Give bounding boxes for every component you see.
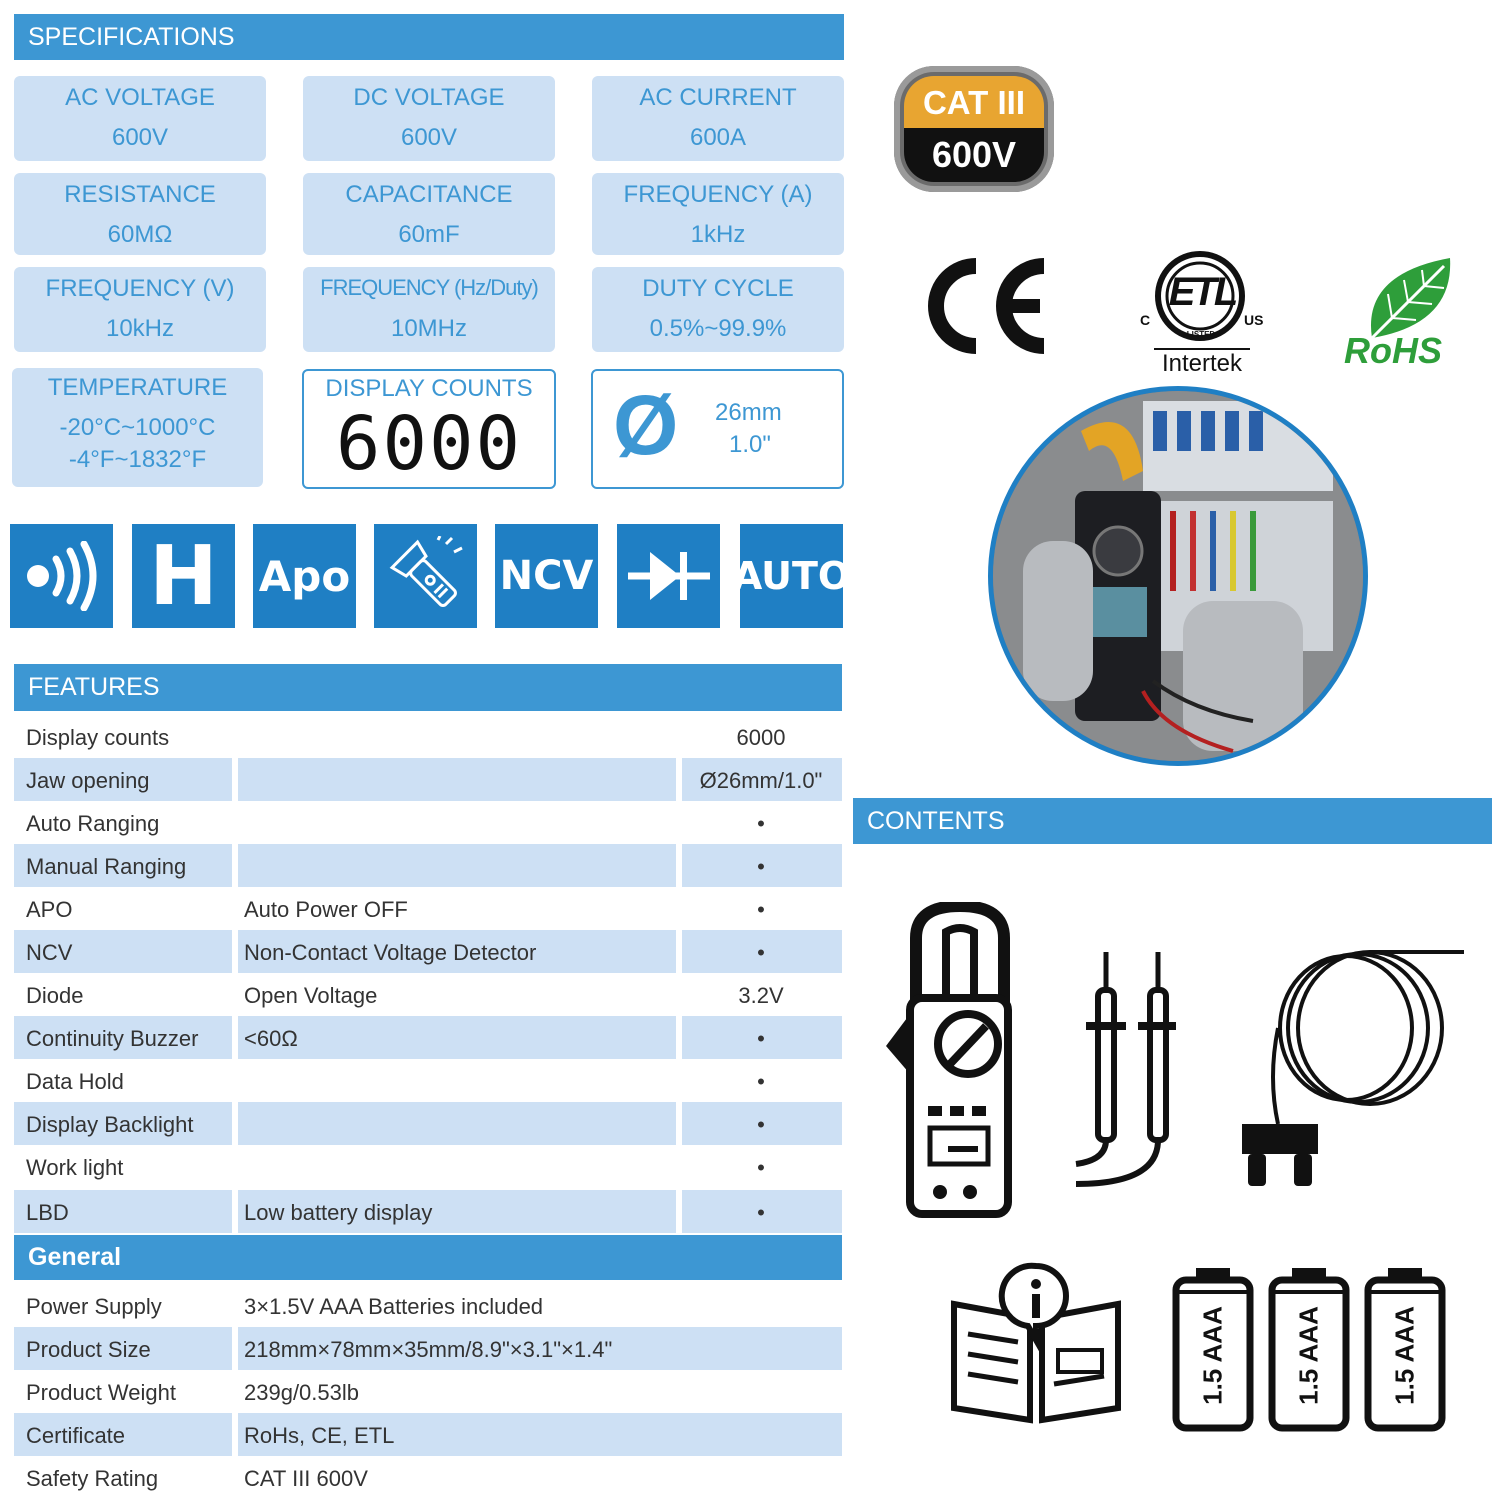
general-name: Power Supply (26, 1294, 162, 1319)
spec-label: CAPACITANCE (345, 181, 513, 208)
table-row (14, 1102, 842, 1145)
apo-icon (253, 524, 356, 628)
table-row (14, 1370, 842, 1413)
data-hold-text: H (149, 528, 218, 624)
spec-capacitance (303, 173, 555, 255)
rohs-logo (1344, 254, 1474, 374)
battery-icon (1364, 1266, 1446, 1432)
feature-name: Display counts (26, 725, 170, 750)
spec-label: FREQUENCY (V) (45, 275, 235, 302)
spec-value: 10kHz (105, 315, 175, 342)
feature-name: Diode (26, 983, 84, 1008)
cat-badge-top-text: CAT III (922, 84, 1026, 121)
apo-text: Apo (258, 551, 351, 601)
intertek-text: Intertek (1154, 348, 1250, 378)
flashlight-icon (374, 524, 477, 628)
table-row (14, 1190, 842, 1233)
table-row (14, 1327, 842, 1370)
feature-name: Data Hold (26, 1069, 124, 1094)
general-name: Product Weight (26, 1380, 177, 1405)
feature-name: NCV (26, 940, 73, 965)
temperature-fahrenheit: -4°F~1832°F (68, 446, 207, 473)
features-header (14, 664, 842, 711)
rohs-text: RoHS (1344, 330, 1442, 371)
display-counts-label: DISPLAY COUNTS (325, 375, 533, 402)
spec-frequency-a (592, 173, 844, 255)
feature-name: APO (26, 897, 73, 922)
spec-value: 600A (689, 124, 747, 151)
battery-label: 1.5 AAA (1293, 1306, 1324, 1405)
spec-value: 10MHz (390, 315, 468, 342)
feature-name: LBD (26, 1200, 69, 1225)
table-row (14, 1145, 842, 1188)
table-row (14, 1456, 842, 1499)
etl-c: C (1140, 312, 1151, 328)
spec-value: 60mF (398, 221, 460, 248)
spec-label: RESISTANCE (64, 181, 216, 208)
auto-range-icon (732, 524, 851, 628)
general-header (14, 1235, 842, 1280)
temperature-probe-icon (1238, 948, 1468, 1192)
spec-dc-voltage (303, 76, 555, 161)
display-counts-value: 6000 (335, 401, 523, 487)
table-row (14, 1016, 842, 1059)
spec-label: FREQUENCY (Hz/Duty) (320, 275, 538, 300)
spec-value: 60MΩ (107, 221, 173, 248)
table-row (14, 715, 842, 758)
feature-value: • (757, 1026, 765, 1051)
table-row (14, 801, 842, 844)
spec-ac-voltage (14, 76, 266, 161)
temperature-celsius: -20°C~1000°C (59, 414, 216, 441)
general-value: 239g/0.53lb (244, 1380, 359, 1405)
general-value: CAT III 600V (244, 1466, 368, 1491)
general-value: 218mm×78mm×35mm/8.9"×3.1"×1.4" (244, 1337, 613, 1362)
features-title: FEATURES (28, 673, 160, 701)
clamp-meter-icon (882, 902, 1022, 1222)
spec-value: 0.5%~99.9% (649, 315, 787, 342)
continuity-buzzer-icon (10, 524, 113, 628)
diode-icon (617, 524, 720, 628)
user-manual-icon (948, 1262, 1124, 1426)
feature-name: Display Backlight (26, 1112, 194, 1137)
feature-value: • (757, 897, 765, 922)
feature-desc: Open Voltage (244, 983, 378, 1008)
feature-name: Manual Ranging (26, 854, 187, 879)
battery-label: 1.5 AAA (1389, 1306, 1420, 1405)
feature-value: 6000 (736, 725, 786, 750)
feature-value: • (757, 940, 765, 965)
jaw-mm: 26mm (715, 399, 782, 426)
spec-label: AC VOLTAGE (65, 84, 215, 111)
table-row (14, 1413, 842, 1456)
table-row (14, 844, 842, 887)
general-title: General (28, 1243, 122, 1271)
feature-value: 3.2V (738, 983, 784, 1008)
feature-value: • (757, 811, 765, 836)
etl-listed-logo (1140, 250, 1270, 376)
battery-icon (1268, 1266, 1350, 1432)
feature-name: Work light (26, 1155, 124, 1180)
general-name: Product Size (26, 1337, 151, 1362)
etl-text: ETL (1168, 270, 1236, 314)
feature-value: • (757, 1200, 765, 1225)
spec-label: DC VOLTAGE (353, 84, 505, 111)
table-row (14, 887, 842, 930)
spec-jaw-opening (591, 369, 844, 489)
general-name: Certificate (26, 1423, 126, 1448)
feature-name: Auto Ranging (26, 811, 160, 836)
spec-value: 600V (111, 124, 169, 151)
feature-value: • (757, 1112, 765, 1137)
etl-listed: LISTED (1186, 330, 1216, 339)
ce-mark-icon (920, 252, 1050, 360)
test-leads-icon (1072, 950, 1182, 1190)
spec-frequency-hz-duty (303, 267, 555, 352)
spec-value: 1kHz (690, 221, 746, 248)
ncv-icon (495, 524, 598, 628)
table-row (14, 758, 842, 801)
spec-label: DUTY CYCLE (642, 275, 794, 302)
feature-value: • (757, 854, 765, 879)
cat-iii-badge (894, 66, 1054, 192)
product-in-use-photo (988, 386, 1368, 766)
temperature-label: TEMPERATURE (47, 374, 228, 401)
cat-badge-bottom-text: 600V (931, 134, 1017, 175)
battery-label: 1.5 AAA (1197, 1306, 1228, 1405)
table-row (14, 1059, 842, 1102)
general-name: Safety Rating (26, 1466, 159, 1491)
jaw-inch: 1.0" (729, 431, 771, 458)
ncv-text: NCV (499, 553, 594, 599)
spec-display-counts (302, 369, 556, 489)
auto-text: AUTO (732, 554, 851, 598)
feature-value: Ø26mm/1.0" (699, 768, 823, 793)
etl-us: US (1244, 312, 1264, 328)
feature-value: • (757, 1069, 765, 1094)
table-row (14, 1284, 842, 1327)
specifications-title: SPECIFICATIONS (28, 22, 235, 51)
spec-label: FREQUENCY (A) (623, 181, 813, 208)
feature-name: Jaw opening (26, 768, 150, 793)
contents-title: CONTENTS (867, 806, 1005, 835)
spec-frequency-v (14, 267, 266, 352)
feature-name: Continuity Buzzer (26, 1026, 199, 1051)
spec-label: AC CURRENT (639, 84, 797, 111)
general-value: RoHs, CE, ETL (244, 1423, 395, 1448)
table-row (14, 930, 842, 973)
table-row (14, 973, 842, 1016)
battery-icon (1172, 1266, 1254, 1432)
data-hold-icon (132, 524, 235, 628)
specifications-header (14, 14, 844, 60)
spec-resistance (14, 173, 266, 255)
feature-desc: <60Ω (244, 1026, 298, 1051)
spec-duty-cycle (592, 267, 844, 352)
jaw-symbol-icon: Ø (613, 378, 679, 472)
spec-temperature (12, 368, 263, 487)
contents-header (853, 798, 1492, 844)
feature-desc: Auto Power OFF (244, 897, 408, 922)
spec-value: 600V (400, 124, 458, 151)
spec-ac-current (592, 76, 844, 161)
feature-desc: Low battery display (244, 1200, 433, 1225)
general-value: 3×1.5V AAA Batteries included (244, 1294, 544, 1319)
feature-value: • (757, 1155, 765, 1180)
feature-desc: Non-Contact Voltage Detector (244, 940, 537, 965)
